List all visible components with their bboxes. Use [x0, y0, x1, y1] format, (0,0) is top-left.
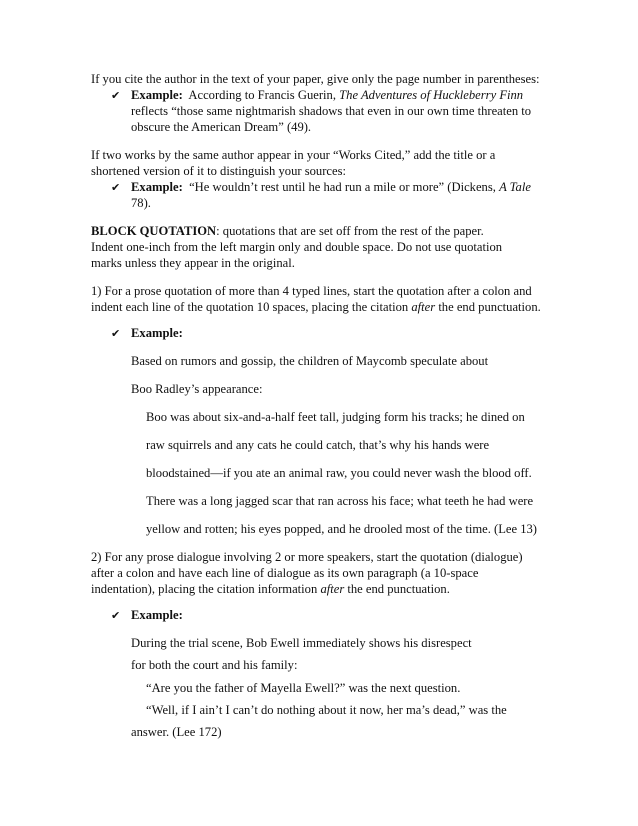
example-paragraph: During the trial scene, Bob Ewell immediately shows his disrespect — [131, 636, 472, 650]
example-line: 78). — [131, 196, 151, 210]
checkmark-icon — [111, 326, 120, 341]
section-heading: BLOCK QUOTATION — [91, 224, 217, 238]
example-label: Example: — [131, 88, 183, 102]
block-quote-line: There was a long jagged scar that ran across his face; what teeth he had were — [146, 494, 534, 508]
book-title: A Tale — [499, 180, 531, 194]
example-line: reflects “those same nightmarish shadows that even in our own time threaten to — [131, 104, 532, 118]
book-title: The Adventures of Huckleberry Finn — [339, 88, 524, 102]
paragraph-two-works: shortened version of it to distinguish your sources: — [91, 164, 346, 178]
example-label: Example: — [131, 326, 183, 340]
emphasis: after — [320, 582, 345, 596]
example-line — [131, 88, 523, 103]
rule-prose-dialogue: 2) For any prose dialogue involving 2 or more speakers, start the quotation (dialogue) — [91, 550, 523, 564]
block-quote-line: yellow and rotten; his eyes popped, and he drooled most of the time. (Lee 13) — [146, 522, 538, 536]
example-label: Example: — [131, 180, 183, 194]
rule-text: the end punctuation. — [347, 582, 450, 596]
example-paragraph: Boo Radley’s appearance: — [131, 382, 263, 396]
checkmark-icon — [111, 180, 120, 195]
dialogue-line: answer. (Lee 172) — [131, 725, 222, 739]
checkmark-icon — [111, 88, 120, 103]
checkmark-icon — [111, 608, 120, 623]
rule-text: indentation), placing the citation information — [91, 582, 318, 596]
example-label-line — [131, 326, 183, 341]
rule-prose-quotation: 1) For a prose quotation of more than 4 typed lines, start the quotation after a colon and — [91, 284, 532, 298]
example-label: Example: — [131, 608, 183, 622]
example-paragraph: for both the court and his family: — [131, 658, 298, 672]
paragraph-in-text-citation: If you cite the author in the text of your paper, give only the page number in parentheses: — [91, 72, 540, 86]
rule-prose-quotation — [91, 300, 541, 315]
example-line — [131, 180, 531, 195]
rule-text: the end punctuation. — [438, 300, 541, 314]
block-quote-line: raw squirrels and any cats he could catch, that’s why his hands were — [146, 438, 490, 452]
paragraph-block-quotation: marks unless they appear in the original. — [91, 256, 295, 270]
block-quotation-heading-line — [91, 224, 484, 239]
example-label-line — [131, 608, 183, 623]
dialogue-line: “Are you the father of Mayella Ewell?” was the next question. — [146, 681, 461, 695]
example-line: obscure the American Dream” (49). — [131, 120, 312, 134]
example-text: According to Francis Guerin, — [188, 88, 336, 102]
example-text: “He wouldn’t rest until he had run a mile or more” (Dickens, — [189, 180, 496, 194]
dialogue-line: “Well, if I ain’t I can’t do nothing about it now, her ma’s dead,” was the — [146, 703, 507, 717]
rule-prose-dialogue — [91, 582, 450, 597]
emphasis: after — [411, 300, 436, 314]
rule-text: indent each line of the quotation 10 spaces, placing the citation — [91, 300, 409, 314]
example-paragraph: Based on rumors and gossip, the children of Maycomb speculate about — [131, 354, 489, 368]
block-quote-line: bloodstained—if you ate an animal raw, you could never wash the blood off. — [146, 466, 532, 480]
rule-prose-dialogue: after a colon and have each line of dialogue as its own paragraph (a 10-space — [91, 566, 479, 580]
paragraph-block-quotation: Indent one-inch from the left margin only and double space. Do not use quotation — [91, 240, 503, 254]
block-quote-line: Boo was about six-and-a-half feet tall, judging form his tracks; he dined on — [146, 410, 525, 424]
paragraph-two-works: If two works by the same author appear in your “Works Cited,” add the title or a — [91, 148, 496, 162]
heading-description: : quotations that are set off from the rest of the paper. — [216, 224, 484, 238]
